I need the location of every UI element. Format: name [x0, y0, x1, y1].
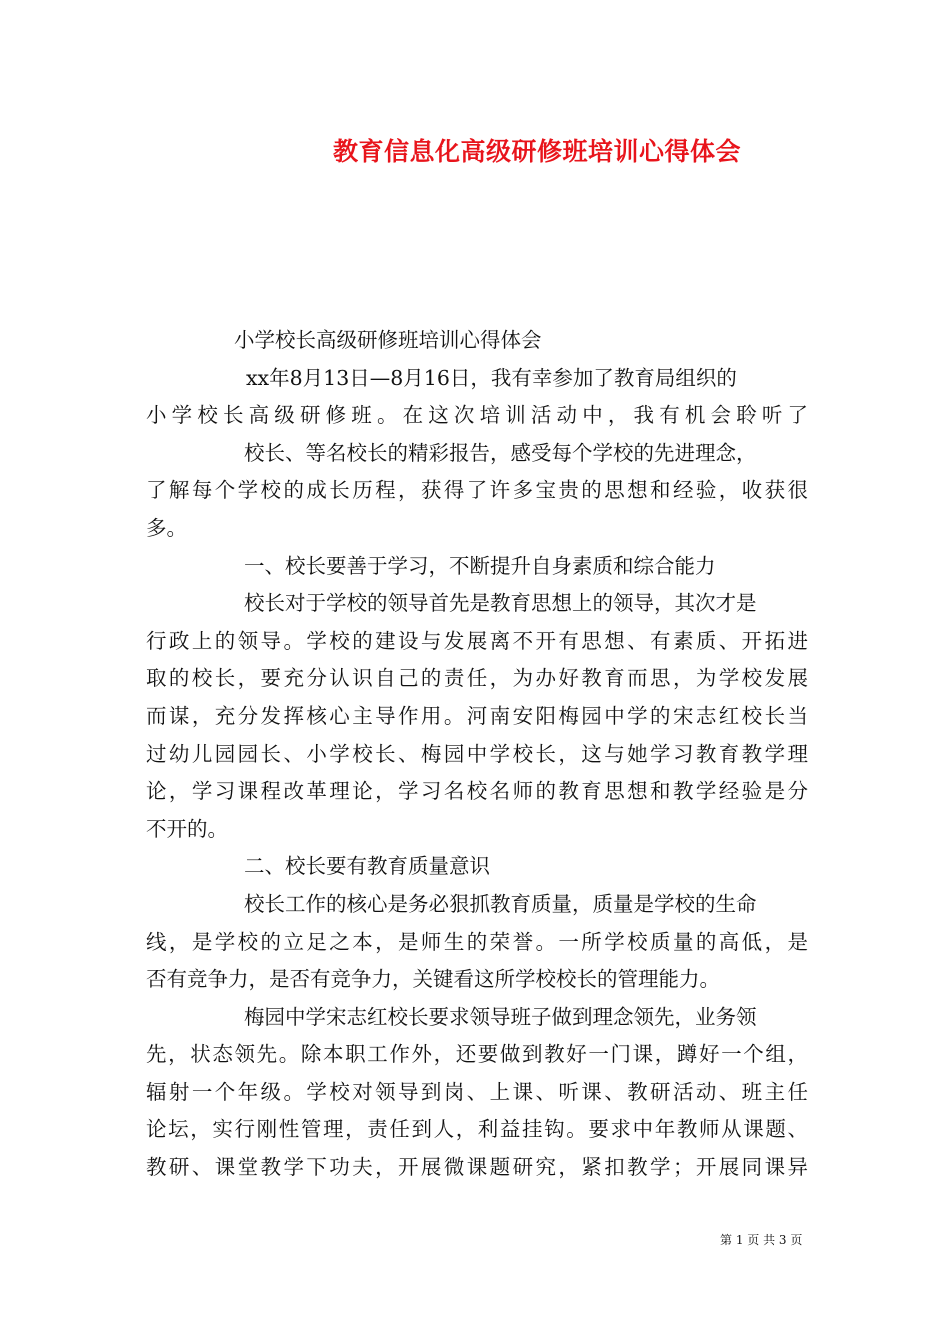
paragraph-line: xx年8月13日—8月16日，我有幸参加了教育局组织的	[246, 365, 737, 390]
paragraph-line: 辐射一个年级。学校对领导到岗、上课、听课、教研活动、班主任	[146, 1079, 808, 1104]
paragraph-line: 先，状态领先。除本职工作外，还要做到教好一门课，蹲好一个组，	[146, 1042, 808, 1067]
paragraph-line: 多。	[146, 515, 187, 540]
section-heading: 二、校长要有教育质量意识	[244, 854, 490, 879]
paragraph-line: 行政上的领导。学校的建设与发展离不开有思想、有素质、开拓进	[146, 628, 808, 653]
document-body	[146, 322, 808, 1187]
paragraph-line: 而谋，充分发挥核心主导作用。河南安阳梅园中学的宋志红校长当	[146, 703, 808, 728]
paragraph-line: 取的校长，要充分认识自己的责任，为办好教育而思，为学校发展	[146, 666, 808, 691]
paragraph-line: 校长、等名校长的精彩报告，感受每个学校的先进理念，	[244, 440, 757, 465]
paragraph-line: 论坛，实行刚性管理，责任到人，利益挂钩。要求中年教师从课题、	[146, 1117, 808, 1142]
paragraph-line: 论，学习课程改革理论，学习名校名师的教育思想和教学经验是分	[146, 779, 808, 804]
paragraph-line: 校长对于学校的领导首先是教育思想上的领导，其次才是	[244, 591, 757, 616]
page-number-footer: 第 1 页 共 3 页	[720, 1233, 803, 1247]
paragraph-line: 过幼儿园园长、小学校长、梅园中学校长，这与她学习教育教学理	[146, 741, 808, 766]
section-heading: 一、校长要善于学习，不断提升自身素质和综合能力	[244, 553, 716, 578]
paragraph-line: 否有竞争力，是否有竞争力，关键看这所学校校长的管理能力。	[146, 967, 720, 992]
paragraph-line: 教研、课堂教学下功夫，开展微课题研究，紧扣教学；开展同课异	[146, 1155, 808, 1180]
paragraph-line: 线，是学校的立足之本，是师生的荣誉。一所学校质量的高低，是	[146, 929, 808, 954]
document-title: 教育信息化高级研修班培训心得体会	[332, 137, 741, 166]
paragraph-line: 小学校长高级研修班。在这次培训活动中，我有机会聆听了	[146, 403, 808, 428]
subtitle-line: 小学校长高级研修班培训心得体会	[234, 328, 542, 352]
paragraph-line: 了解每个学校的成长历程，获得了许多宝贵的思想和经验，收获很	[146, 478, 808, 503]
paragraph-line: 校长工作的核心是务必狠抓教育质量，质量是学校的生命	[244, 891, 757, 916]
paragraph-line: 梅园中学宋志红校长要求领导班子做到理念领先，业务领	[244, 1004, 757, 1029]
paragraph-line: 不开的。	[146, 816, 228, 841]
